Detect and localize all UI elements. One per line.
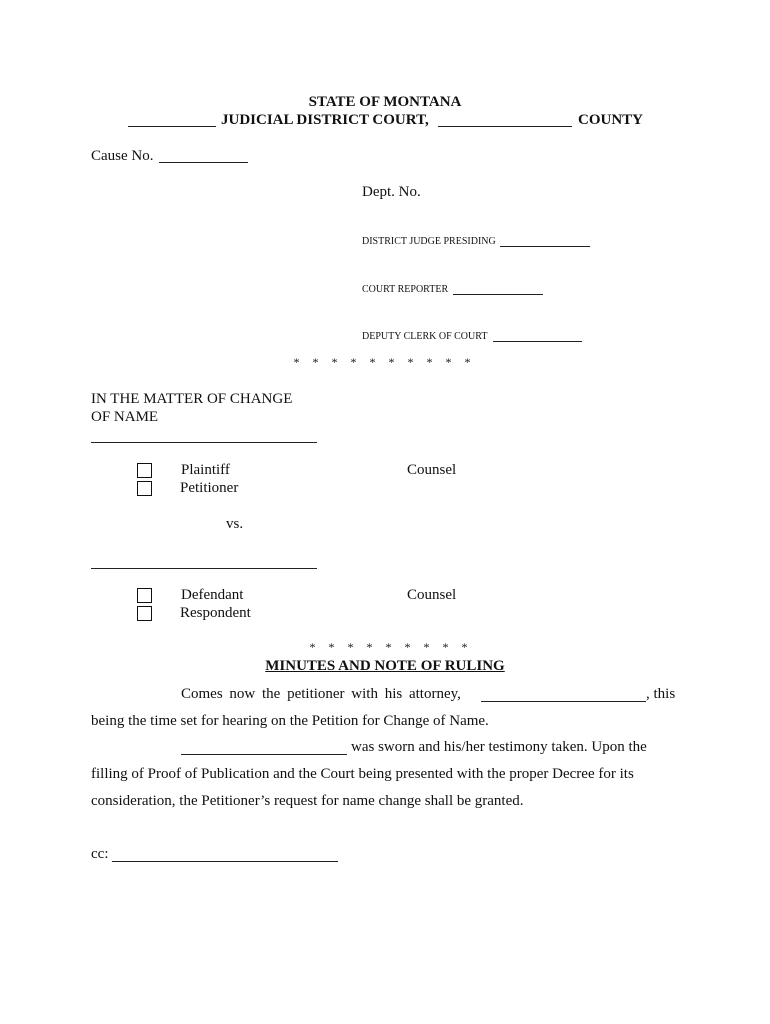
petitioner-checkbox[interactable]: [137, 481, 152, 496]
respondent-label: Respondent: [180, 605, 251, 621]
cause-number-label: Cause No.: [91, 148, 154, 164]
judge-label: DISTRICT JUDGE PRESIDING: [362, 236, 496, 247]
dept-number-label: Dept. No.: [362, 184, 421, 200]
clerk-blank[interactable]: [493, 341, 582, 342]
cause-number-blank[interactable]: [159, 162, 248, 163]
reporter-blank[interactable]: [453, 294, 543, 295]
ruling-p1-start: Comes now the petitioner with his attorney,: [181, 686, 461, 702]
petitioner-label: Petitioner: [180, 480, 239, 496]
ruling-title: MINUTES AND NOTE OF RULING: [265, 658, 505, 674]
reporter-label: COURT REPORTER: [362, 284, 449, 295]
county-name-blank[interactable]: [438, 126, 572, 127]
clerk-label: DEPUTY CLERK OF COURT: [362, 331, 488, 342]
ruling-p1-end: , this: [646, 686, 676, 702]
defendant-label: Defendant: [181, 587, 244, 603]
plaintiff-label: Plaintiff: [181, 462, 230, 478]
separator-top: * * * * * * * * * *: [293, 355, 471, 369]
versus-label: vs.: [226, 516, 244, 532]
witness-name-blank[interactable]: [181, 754, 347, 755]
ruling-p1-line2: being the time set for hearing on the Petition for Change of Name.: [91, 713, 489, 729]
judge-blank[interactable]: [500, 246, 590, 247]
counsel-label-2: Counsel: [407, 587, 457, 603]
separator-bottom: * * * * * * * * *: [309, 640, 468, 654]
respondent-checkbox[interactable]: [137, 606, 152, 621]
petitioner-name-blank[interactable]: [91, 442, 317, 443]
ruling-p2-line2: filling of Proof of Publication and the Court being presented with the proper Decree for its: [91, 766, 634, 782]
ruling-p2-start: was sworn and his/her testimony taken. Upon the: [351, 739, 647, 755]
district-number-blank[interactable]: [128, 126, 216, 127]
cc-blank[interactable]: [112, 861, 338, 862]
court-title: JUDICIAL DISTRICT COURT,: [221, 112, 429, 128]
cc-label: cc:: [91, 846, 109, 862]
defendant-checkbox[interactable]: [137, 588, 152, 603]
state-title: STATE OF MONTANA: [308, 94, 462, 110]
plaintiff-checkbox[interactable]: [137, 463, 152, 478]
ruling-p2-line3: consideration, the Petitioner’s request for name change shall be granted.: [91, 793, 524, 809]
attorney-name-blank[interactable]: [481, 701, 646, 702]
counsel-label-1: Counsel: [407, 462, 457, 478]
matter-line-2: OF NAME: [91, 409, 159, 425]
respondent-name-blank[interactable]: [91, 568, 317, 569]
matter-line-1: IN THE MATTER OF CHANGE: [91, 391, 293, 407]
county-label: COUNTY: [578, 112, 644, 128]
